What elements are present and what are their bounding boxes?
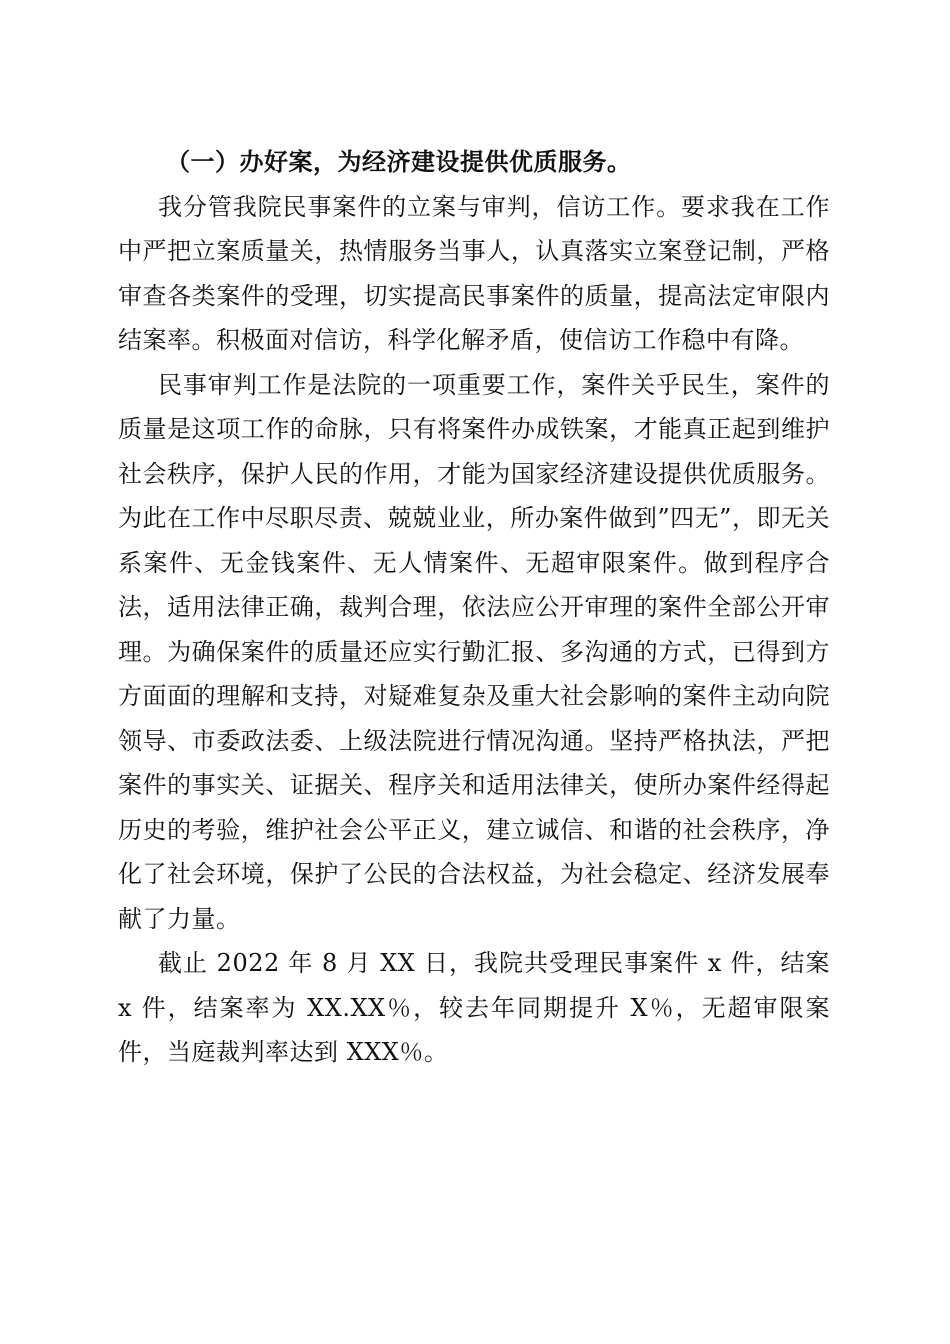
section-heading: （一）办好案，为经济建设提供优质服务。 [166, 147, 632, 176]
paragraph-civil-trial: 民事审判工作是法院的一项重要工作，案件关乎民生，案件的质量是这项工作的命脉，只有将案件办成铁案，才能真正起到维护社会秩序，保护人民的作用，才能为国家经济建设提供优质服务。为此在工作中尽职尽责、兢兢业业，所办案件做到”四无”，即无关系案件、无金钱案件、无人情案件、无超审限案件。做到程序合法，适用法律正确，裁判合理，依法应公开审理的案件全部公开审理。为确保案件的质量还应实行勤汇报、多沟通的方式，已得到方方面面的理解和支持，对疑难复杂及重大社会影响的案件主动向院领导、市委政法委、上级法院进行情况沟通。坚持严格执法，严把案件的事实关、证据关、程序关和适用法律关，使所办案件经得起历史的考验，维护社会公平正义，建立诚信、和谐的社会秩序，净化了社会环境，保护了公民的合法权益，为社会稳定、经济发展奉献了力量。 [118, 370, 830, 933]
paragraph-case-filing: 我分管我院民事案件的立案与审判，信访工作。要求我在工作中严把立案质量关，热情服务当事人，认真落实立案登记制，严格审查各类案件的受理，切实提高民事案件的质量，提高法定审限内结案率。积极面对信访，科学化解矛盾，使信访工作稳中有降。 [118, 192, 830, 354]
paragraph-statistics: 截止 2022 年 8 月 XX 日，我院共受理民事案件 x 件，结案 x 件，结案率为 XX.XX％，较去年同期提升 X％，无超审限案件，当庭裁判率达到 XXX％。 [118, 949, 830, 1066]
document-body [118, 140, 830, 1075]
